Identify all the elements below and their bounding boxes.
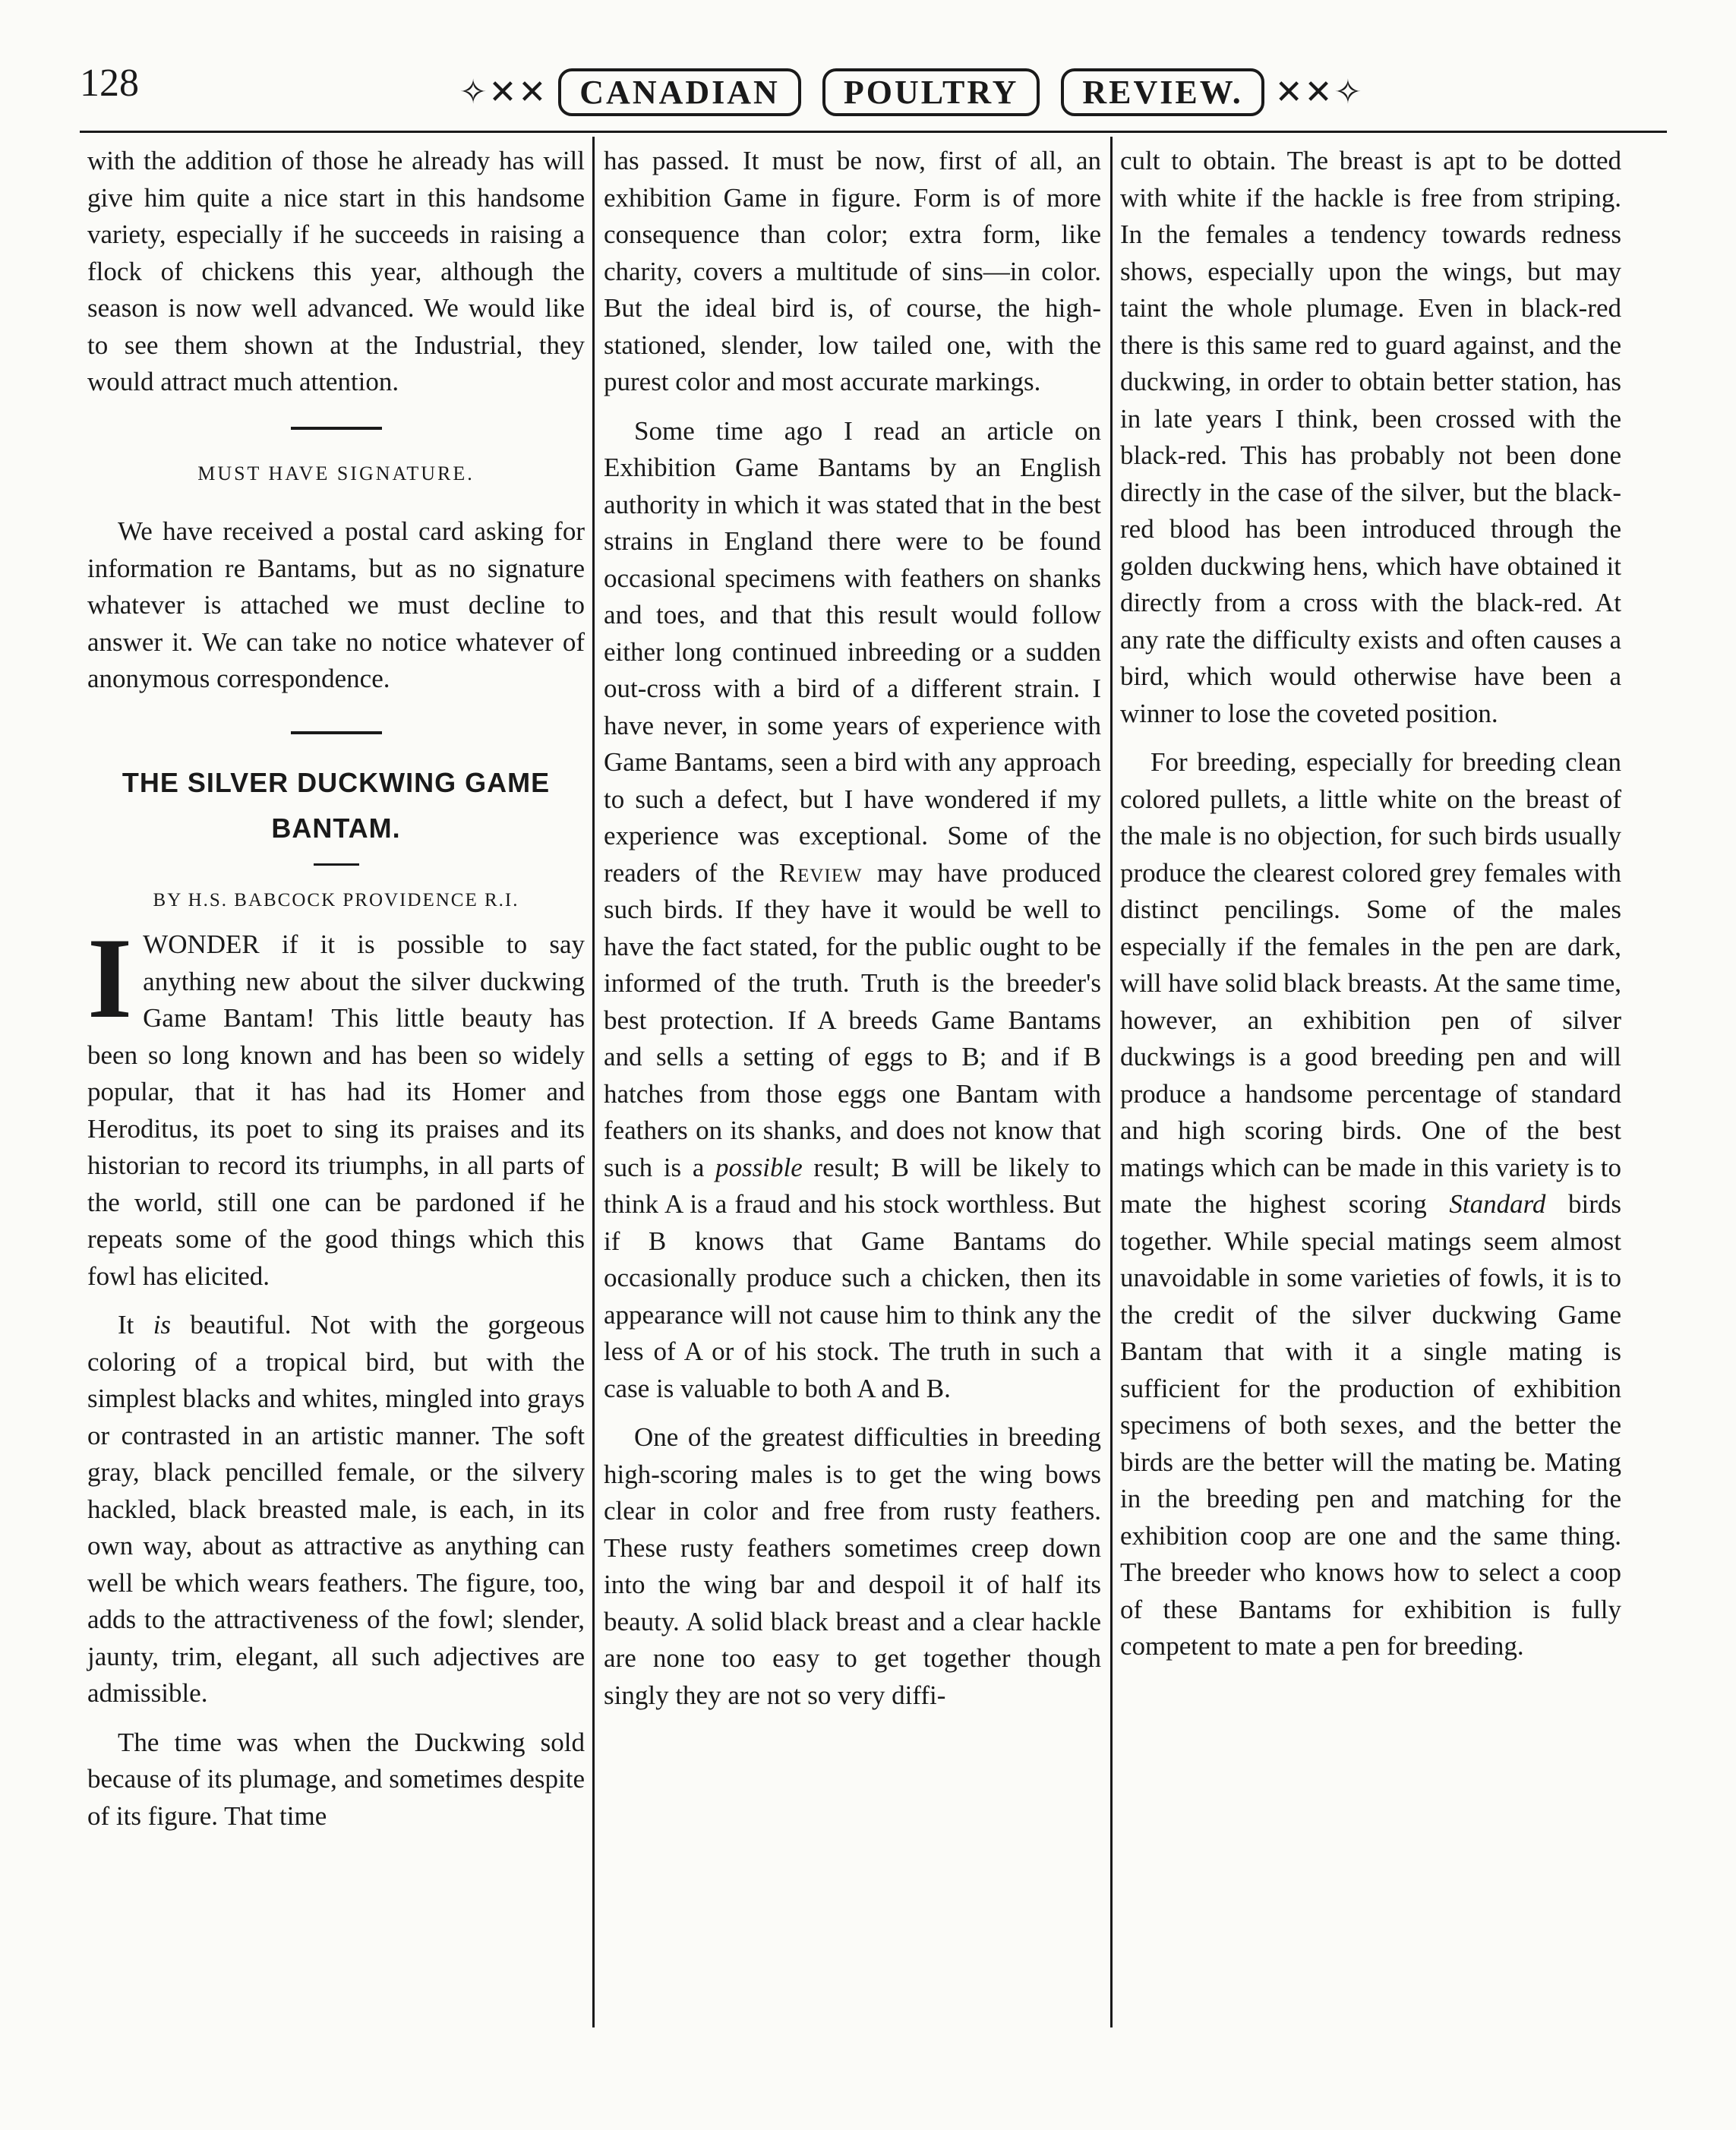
masthead-word-canadian: CANADIAN bbox=[558, 68, 801, 116]
text-run: beautiful. Not with the gorgeous coloring of a tropical bird, but with the simplest blacks and whites, mingled into grays or contrasted in an artistic manner. The soft gray, black pencilled female, or the silvery hackled, black breasted male, is each, in its own way, about as attractive as anything can well be which wears feathers. The figure, too, adds to the attractiveness of the fowl; slender, jaunty, trim, elegant, all such adjectives are admissible. bbox=[87, 1310, 585, 1708]
section-heading: MUST HAVE SIGNATURE. bbox=[197, 462, 475, 484]
ornament-right-icon: ✕✕✧ bbox=[1274, 73, 1364, 111]
article-paragraph-7: cult to obtain. The breast is apt to be dotted with white if the hackle is free from striping. In the females a tendency towards redness shows, especially upon the wings, but may taint the whole plumage. Even in black-red there is this same red to guard against, and the duckwing, in order to obtain better station, has in late years I think, been crossed with the black-red. This has probably not been done directly in the case of the silver, but the black-red blood has been introduced through the golden duckwing hens, which have obtained it directly from a cross with the black-red. At any rate the difficulty exists and often causes a bird, which would otherwise have been a winner to lose the coveted position. bbox=[1120, 146, 1621, 728]
article-title-line-2: BANTAM. bbox=[271, 812, 401, 844]
text-run: birds together. While special matings seem almost unavoidable in some varieties of fowls, it is to the credit of the silver duckwing Game Bantam that with it a single mating is sufficient for the production of exhibition specimens of both sexes, and the better the birds are the better will the mating be. Mating in the breeding pen and matching for the exhibition coop are one and the same thing. The breeder who knows how to select a coop of these Bantams for exhibition is fully competent to mate a pen for breeding. bbox=[1120, 1189, 1621, 1661]
article-title bbox=[87, 760, 585, 851]
ornament-left-icon: ✧✕✕ bbox=[459, 73, 548, 111]
article-paragraph-2 bbox=[87, 1307, 585, 1712]
intro-paragraph: with the addition of those he already has will give him quite a nice start in this handsome variety, especially if he succeeds in raising a flock of chickens this year, although the season is now well advanced. We would like to see them shown at the Industrial, they would attract much attention. bbox=[87, 146, 585, 396]
article-paragraph-5 bbox=[604, 413, 1101, 1408]
signature-paragraph: We have received a postal card asking for information re Bantams, but as no signature whatever is attached we must decline to answer it. We can take no notice whatever of anonymous correspondence. bbox=[87, 516, 585, 693]
emphasis: Standard bbox=[1449, 1189, 1546, 1219]
column-divider-left bbox=[592, 137, 595, 2027]
article-paragraph-8 bbox=[1120, 744, 1621, 1665]
text-run: result; B will be likely to think A is a fraud and his stock worthless. But if B knows that Game Bantams do occasionally produce such a chicken, then its appearance will not cause him to think any the less of A or of his stock. The truth in such a case is valuable to both A and B. bbox=[604, 1152, 1101, 1403]
column-divider-right bbox=[1110, 137, 1113, 2027]
review-small-caps: Review bbox=[778, 857, 863, 888]
masthead-word-review: REVIEW. bbox=[1061, 68, 1264, 116]
header-rule bbox=[80, 131, 1667, 133]
emphasis: possible bbox=[715, 1152, 803, 1182]
paragraph-text: if it is possible to say anything new about the silver duckwing Game Bantam! This little beauty has been so long known and has been so widely popular, that it has had its Homer and Heroditus, its poet to sing its praises and its historian to record its triumphs, in all parts of the world, still one can be pardoned if he repeats some of the good things which this fowl has elicited. bbox=[87, 929, 585, 1291]
page-number: 128 bbox=[80, 62, 139, 105]
article-paragraph-4: has passed. It must be now, first of all, an exhibition Game in figure. Form is of more consequence than color; extra form, like charity, covers a multitude of sins—in color. But the ideal bird is, of course, the high-stationed, slender, low tailed one, with the purest color and most accurate markings. bbox=[604, 146, 1101, 396]
emphasis: is bbox=[153, 1310, 172, 1340]
drop-cap: I bbox=[87, 914, 133, 1042]
article-paragraph-1 bbox=[87, 914, 585, 1295]
column-3 bbox=[1120, 143, 1621, 1665]
title-rule bbox=[314, 863, 359, 866]
masthead-word-poultry: POULTRY bbox=[822, 68, 1040, 116]
text-run: For breeding, especially for breeding clean colored pullets, a little white on the breast of the male is no objection, for such birds usually produce the clearest colored grey females with distinct pencilings. Some of the males especially if the females in the pen are dark, will have solid black breasts. At the same time, however, an exhibition pen of silver duckwings is a good breeding pen and will produce a handsome percentage of standard and high scoring birds. One of the best matings which can be made in this variety is to mate the highest scoring bbox=[1120, 747, 1621, 1219]
text-run: Some time ago I read an article on Exhibition Game Bantams by an English authority in which it was stated that in the best strains in England there were to be found occasional specimens with feathers on shanks and toes, and that this result would follow either long continued inbreeding or a sudden out-cross with a bird of a different strain. I have never, in some years of experience with Game Bantams, seen a bird with any approach to such a defect, but I have wondered if my experience was exceptional. Some of the readers of the bbox=[604, 415, 1101, 888]
article-title-line-1: THE SILVER DUCKWING GAME bbox=[122, 766, 551, 798]
separator-rule bbox=[291, 427, 382, 430]
page-header bbox=[0, 0, 1736, 152]
text-run: may have produced such birds. If they have it would be well to have the fact stated, for the public ought to be informed of the truth. Truth is the breeder's best protection. If A breeds Game Bantams and sells a setting of eggs to B; and if B hatches from those eggs one Bantam with feathers on its shanks, and does not know that such is a bbox=[604, 857, 1101, 1182]
column-1 bbox=[87, 143, 585, 1835]
text-run: It bbox=[118, 1310, 153, 1340]
column-2 bbox=[604, 143, 1101, 1714]
separator-rule bbox=[291, 731, 382, 734]
article-paragraph-3: The time was when the Duckwing sold because of its plumage, and sometimes despite of its figure. That time bbox=[87, 1727, 585, 1831]
byline: BY H.S. BABCOCK PROVIDENCE R.I. bbox=[153, 889, 519, 910]
article-paragraph-6: One of the greatest difficulties in breeding high-scoring males is to get the wing bows clear in color and free from rusty feathers. These rusty feathers sometimes creep down into the wing bar and despoil it of half its beauty. A solid black breast and a clear hackle are none too easy to get together though singly they are not so very diffi- bbox=[604, 1422, 1101, 1710]
masthead bbox=[459, 59, 1364, 125]
lead-word: WONDER bbox=[143, 929, 260, 959]
